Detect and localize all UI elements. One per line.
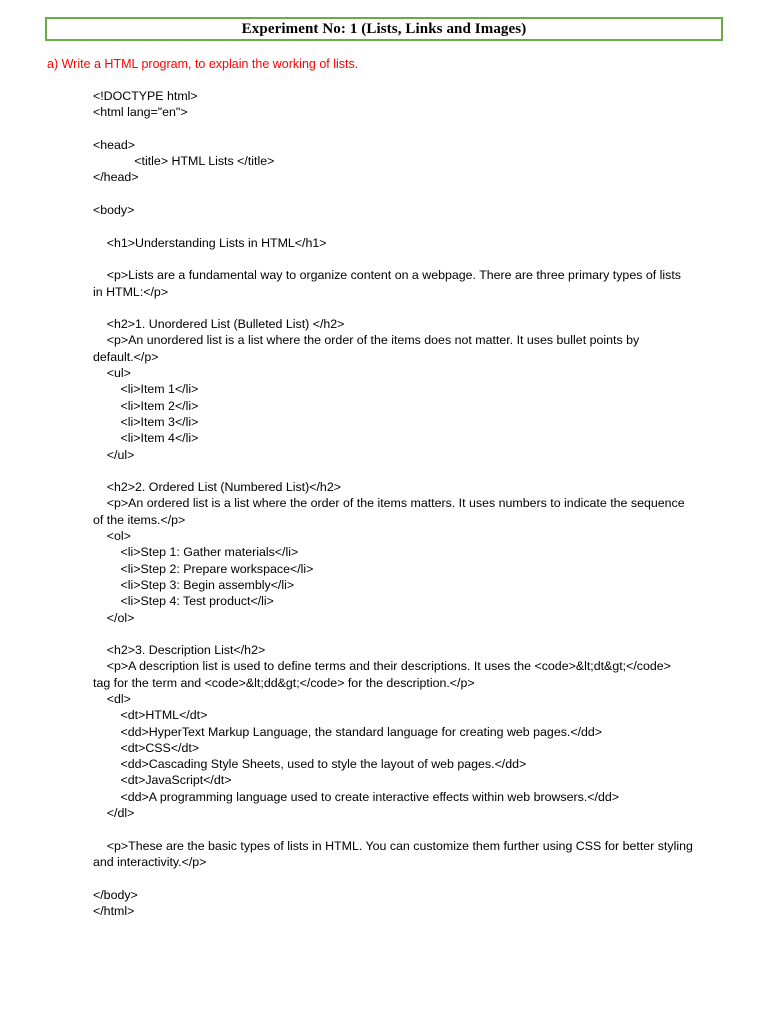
- code-line: <dt>JavaScript</dt>: [93, 773, 232, 788]
- code-line: in HTML:</p>: [93, 284, 169, 299]
- code-blank-line: [93, 821, 723, 837]
- code-line: <h2>1. Unordered List (Bulleted List) </h2>: [93, 317, 345, 332]
- code-line: <ol>: [93, 529, 131, 544]
- code-line: <p>An unordered list is a list where the order of the items does not matter. It uses bullet points by: [93, 333, 640, 348]
- code-line: <title> HTML Lists </title>: [93, 154, 275, 169]
- code-line: <dd>A programming language used to create interactive effects within web browsers.</dd>: [93, 789, 619, 804]
- code-line: <body>: [93, 203, 135, 218]
- code-line: <li>Item 1</li>: [93, 382, 199, 397]
- code-line: </body>: [93, 887, 138, 902]
- code-line: <li>Item 2</li>: [93, 398, 199, 413]
- code-line: <dt>CSS</dt>: [93, 740, 200, 755]
- code-blank-line: [93, 121, 723, 137]
- code-line: <p>These are the basic types of lists in HTML. You can customize them further using CSS for better styling: [93, 838, 693, 853]
- code-blank-line: [93, 626, 723, 642]
- code-line: </ol>: [93, 610, 135, 625]
- code-line: <ul>: [93, 366, 131, 381]
- section-heading: a) Write a HTML program, to explain the working of lists.: [47, 57, 359, 71]
- code-line: </dl>: [93, 806, 135, 821]
- code-blank-line: [93, 463, 723, 479]
- code-line: <li>Step 2: Prepare workspace</li>: [93, 561, 314, 576]
- code-line: <li>Step 1: Gather materials</li>: [93, 545, 299, 560]
- code-line: <!DOCTYPE html>: [93, 89, 198, 103]
- code-blank-line: [93, 186, 723, 202]
- code-line: <p>An ordered list is a list where the order of the items matters. It uses numbers to indicate the sequence: [93, 496, 685, 511]
- code-line: <p>A description list is used to define terms and their descriptions. It uses the <code>&lt;dt&gt;</code>: [93, 659, 671, 674]
- code-blank-line: [93, 870, 723, 886]
- code-blank-line: [93, 218, 723, 234]
- code-line: <dt>HTML</dt>: [93, 708, 208, 723]
- code-line: <h2>2. Ordered List (Numbered List)</h2>: [93, 480, 341, 495]
- code-blank-line: [93, 300, 723, 316]
- code-line: </ul>: [93, 447, 135, 462]
- code-line: </head>: [93, 170, 139, 185]
- code-line: <head>: [93, 137, 136, 152]
- experiment-title: Experiment No: 1 (Lists, Links and Images): [241, 21, 527, 37]
- code-line: <html lang="en">: [93, 105, 188, 120]
- code-line: </html>: [93, 903, 135, 918]
- code-line: <li>Step 3: Begin assembly</li>: [93, 577, 295, 592]
- code-listing: [93, 88, 723, 919]
- code-line: and interactivity.</p>: [93, 854, 207, 869]
- code-blank-line: [93, 251, 723, 267]
- code-line: default.</p>: [93, 349, 159, 364]
- code-line: <li>Item 3</li>: [93, 414, 199, 429]
- code-line: of the items.</p>: [93, 512, 186, 527]
- code-line: <dd>Cascading Style Sheets, used to style the layout of web pages.</dd>: [93, 757, 527, 772]
- code-line: <li>Item 4</li>: [93, 431, 199, 446]
- code-line: <h2>3. Description List</h2>: [93, 643, 266, 658]
- code-line: <dl>: [93, 691, 131, 706]
- code-line: <li>Step 4: Test product</li>: [93, 594, 274, 609]
- code-line: <p>Lists are a fundamental way to organize content on a webpage. There are three primary types of lists: [93, 268, 681, 283]
- code-line: <dd>HyperText Markup Language, the standard language for creating web pages.</dd>: [93, 724, 603, 739]
- code-line: tag for the term and <code>&lt;dd&gt;</code> for the description.</p>: [93, 675, 475, 690]
- experiment-title-box: [45, 17, 723, 41]
- code-line: <h1>Understanding Lists in HTML</h1>: [93, 235, 327, 250]
